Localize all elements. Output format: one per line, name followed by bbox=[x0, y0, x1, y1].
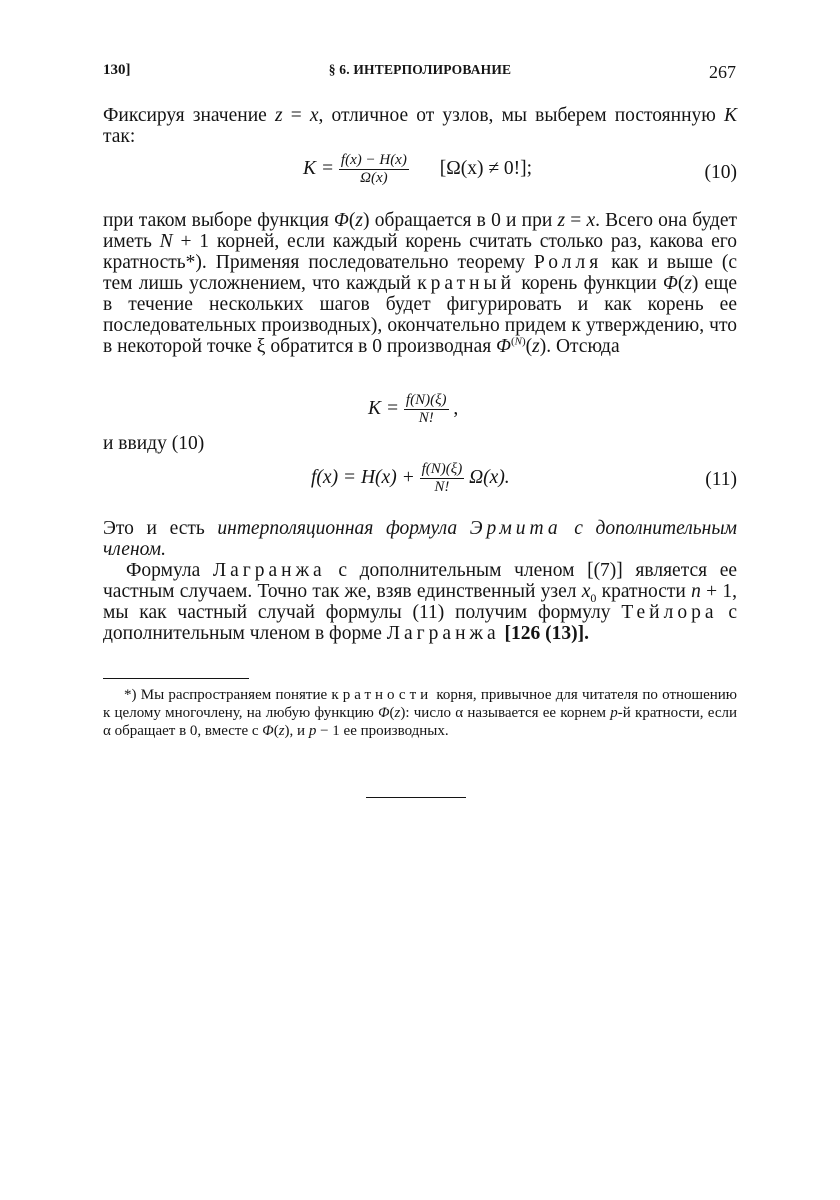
paragraph-fixing-z: Фиксируя значение z = x, отличное от узлов, мы выберем постоянную K так: bbox=[103, 105, 737, 147]
footnote: *) Мы распространяем понятие кратности корня, привычное для читателя по отношению к целому многочлену, на любую функцию Φ(z): число α называется ее корнем p-й кратности, если α обращает в 0, вместе с Φ(z), и p − 1 ее производных. bbox=[103, 687, 738, 739]
paragraph-in-view: и ввиду (10) bbox=[103, 433, 205, 454]
section-ref: 130] bbox=[103, 62, 131, 78]
paragraph-rolle: при таком выборе функция Φ(z) обращается в 0 и при z = x. Всего она будет иметь N + 1 корней, если каждый корень считать столько раз, какова его кратность*). Применяя последовательно теорему Ролля как и выше (с тем лишь усложнением, что каждый кратный корень функции Φ(z) еще в течение нескольких шагов будет фигурировать и как корень ее последовательных производных), окончательно придем к утверждению, что в некоторой точке ξ обратится в 0 производная $\Phi^{(N)}(z)$. Отсюда bbox=[103, 210, 738, 357]
end-rule bbox=[366, 797, 466, 798]
equation-number-10: (10) bbox=[704, 162, 737, 183]
equation-11: f(x) = H(x) + $\frac{f(N)(\xi)}{N!}$ Ω(x). bbox=[311, 461, 510, 495]
footnote-rule bbox=[103, 678, 249, 679]
page-number: 267 bbox=[709, 62, 736, 82]
running-head: § 6. ИНТЕРПОЛИРОВАНИЕ bbox=[328, 62, 512, 77]
paragraph-lagrange-taylor: Формула Лагранжа с дополнительным членом [(7)] является ее частным случаем. Точно так же, взяв единственный узел $x_0$ кратности n + 1, мы как частный случай формулы (11) получим формулу Тейлора с дополнительным членом в форме Лагранжа [126 (13)]. bbox=[103, 560, 738, 644]
paragraph-hermite: Это и есть интерполяционная формула Эрмита с дополнительным членом. bbox=[103, 518, 737, 560]
equation-10: K = $\frac{f(x) - H(x)}{\Omega(x)}$ [Ω(x) ≠ 0!]; bbox=[303, 152, 533, 186]
equation-k: K = $\frac{f(N)(\xi)}{N!}$ , bbox=[368, 392, 459, 426]
equation-number-11: (11) bbox=[705, 469, 737, 490]
